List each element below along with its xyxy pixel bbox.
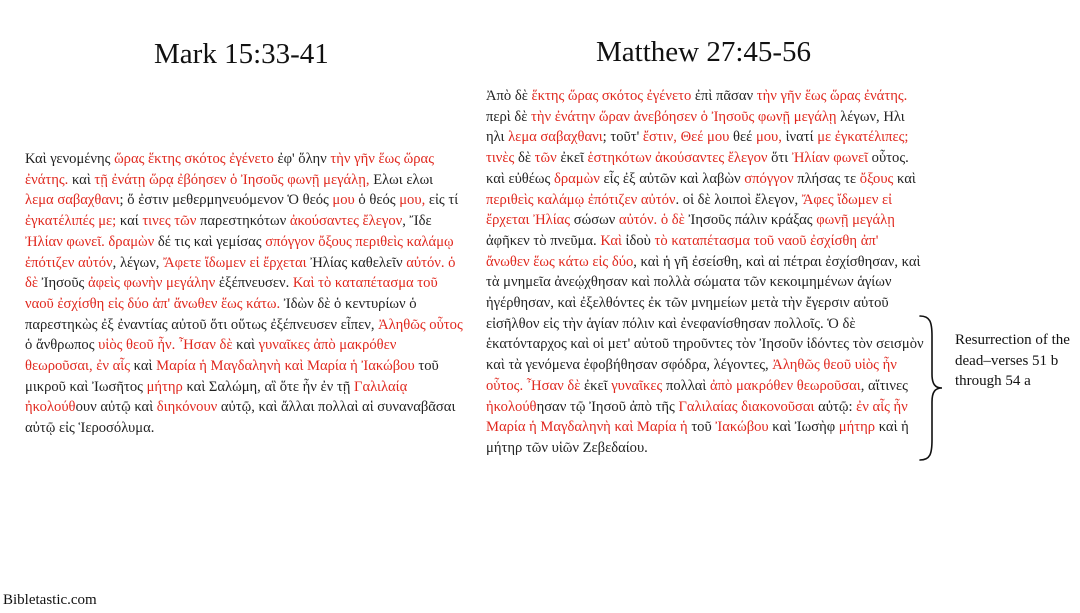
text-segment: ησαν τῷ Ἰησοῦ ἀπὸ τῆς [536, 398, 679, 415]
parallel-phrase: Ἰακώβου [715, 419, 769, 436]
curly-brace-icon [916, 314, 946, 462]
text-segment: περὶ δὲ [486, 108, 532, 125]
parallel-phrase: ἑστηκότων ἀκούσαντες ἔλεγον [587, 150, 768, 167]
text-segment: ἐπὶ πᾶσαν [691, 88, 757, 104]
text-segment: , καὶ ἡ γῆ ἐσείσθη, καὶ αἱ πέτραι ἐσχίσθησαν, καὶ τὰ μνημεῖα ἀνεῴχθησαν καὶ πολλὰ σώματα τῶν κεκοιμημένων ἁγίων ἠγέρθησαν, καὶ ἐξελθόντες ἐκ τῶν μνημείων μετὰ τὴν ἔγερσιν αὐτοῦ εἰσῆλθον εἰς τὴν ἁγίαν πόλιν καὶ ἐνεφανίσθησαν πολλοῖς. Ὁ δὲ ἑκατόνταρχος καὶ οἱ μετ' αὐτοῦ τηροῦντες τὸν Ἰησοῦν ἰδόντες τὸν σεισμὸν καὶ τὰ γενόμενα ἐφοβήθησαν σφόδρα, λέγοντες, [486, 253, 924, 374]
parallel-phrase: τὸ καταπέτασμα τοῦ ναοῦ ἐσχίσθη ἀπ' ἄνωθεν ἕως κάτω εἰς δύο [486, 232, 879, 270]
text-segment: δέ τις καὶ γεμίσας [154, 233, 266, 250]
parallel-phrase: μου [332, 192, 355, 209]
text-segment: ἐκεῖ [556, 150, 588, 167]
text-segment: τοῦ μικροῦ καὶ Ἰωσῆτος [25, 358, 439, 395]
parallel-phrase: δραμὼν [553, 170, 600, 187]
parallel-phrase: Θεέ μου [680, 129, 730, 146]
parallel-phrase: διηκόνουν [156, 399, 218, 416]
parallel-phrase: ἠκολούθ [486, 398, 537, 415]
parallel-phrase: ἕκτης ὥρας σκότος ἐγένετο [531, 88, 692, 104]
parallel-phrase: ἀφεὶς φωνὴν μεγάλην [87, 275, 216, 292]
text-segment: αὐτῷ, καὶ ἄλλαι πολλαὶ αἱ συναναβᾶσαι αὐτῷ εἰς Ἱεροσόλυμα. [25, 399, 456, 437]
parallel-phrase: φωνῇ μεγάλῃ [816, 212, 895, 229]
text-segment: καί [116, 213, 143, 230]
text-segment: Ἰδὼν δὲ ὁ κεντυρίων ὁ παρεστηκὼς ἐξ ἐναντίας αὐτοῦ ὅτι οὕτως ἐξέπνευσεν εἶπεν, [25, 295, 417, 333]
parallel-phrase: υἱὸς θεοῦ ἦν. Ἦσαν δὲ [98, 337, 233, 354]
text-segment: σώσων [570, 212, 619, 229]
text-segment: παρεστηκότων [196, 213, 290, 230]
parallel-phrase: τὴν γῆν ἕως ὥρας ἐνάτης. [25, 151, 434, 188]
text-segment: καὶ [68, 171, 95, 188]
parallel-phrase: σπόγγον ὄξους περιθεὶς καλάμῳ ἐπότιζεν αὐτόν [25, 233, 454, 271]
text-segment: ἐξέπνευσεν. [215, 275, 293, 292]
parallel-phrase: Ἠλίαν φωνεῖ [791, 150, 868, 167]
text-segment: ὁ ἄνθρωπος [25, 337, 99, 354]
parallel-phrase: Μαρία ἡ Μαγδαληνὴ καὶ Μαρία ἡ Ἰακώβου [156, 358, 415, 375]
parallel-phrase: μήτηρ [838, 419, 876, 436]
text-segment: αὐτῷ: [814, 398, 857, 415]
text-segment: τοῦ [687, 419, 716, 436]
parallel-phrase: γυναῖκες ἀπὸ μακρόθεν θεωροῦσαι, ἐν αἷς [25, 337, 397, 375]
text-segment: λέγων, Ηλι ηλι [486, 108, 905, 146]
text-segment: ὁ θεός [354, 192, 400, 209]
parallel-phrase: Γαλιλαίας διακονοῦσαι [678, 398, 815, 415]
text-segment: ἱνατί [781, 129, 818, 146]
parallel-phrase: σπόγγον [744, 170, 794, 187]
parallel-phrase: τῶν [534, 150, 557, 167]
parallel-phrase: λεμα σαβαχθανι [25, 192, 120, 209]
parallel-phrase: αὐτόν. ὁ δὲ [25, 254, 456, 292]
parallel-phrase: Ἀληθῶς θεοῦ υἱὸς ἦν οὗτος. Ἦσαν δὲ [486, 357, 897, 394]
parallel-phrase: Καὶ τὸ καταπέτασμα τοῦ ναοῦ ἐσχίσθη εἰς δύο ἀπ' ἄνωθεν ἕως κάτω. [25, 275, 438, 312]
text-segment: Ἠλίας καθελεῖν [306, 254, 407, 271]
text-segment: ἐφ' ὅλην [273, 151, 331, 167]
text-segment: εἷς ἐξ αὐτῶν καὶ λαβὼν [599, 170, 745, 187]
parallel-phrase: αὐτόν. ὁ δὲ [618, 212, 685, 229]
parallel-phrase: ἐν αἷς ἦν Μαρία ἡ Μαγδαληνὴ καὶ Μαρία ἡ [486, 398, 908, 436]
text-segment: εἰς τί [425, 192, 459, 209]
parallel-phrase: Ἄφες ἴδωμεν εἰ ἔρχεται Ἠλίας [486, 191, 893, 229]
text-segment: καὶ Ἰωσὴφ [768, 419, 839, 436]
parallel-phrase: τὴν ἐνάτην ὥραν ἀνεβόησεν ὁ Ἰησοῦς φωνῇ μεγάλῃ [531, 108, 837, 125]
text-segment: Ἰησοῦς [38, 275, 88, 292]
text-segment: καὶ [232, 337, 259, 354]
text-segment: καὶ [893, 170, 916, 187]
text-segment: πολλαὶ [662, 377, 710, 394]
parallel-phrase: μου, [399, 192, 426, 209]
parallel-phrase: ἀπὸ μακρόθεν θεωροῦσαι [710, 377, 861, 394]
mark-title: Mark 15:33-41 [154, 38, 329, 70]
parallel-phrase: ἔστιν, [642, 129, 677, 146]
text-segment: ἰδοὺ [621, 232, 655, 249]
parallel-phrase: ἀκούσαντες ἔλεγον [289, 213, 403, 230]
text-segment: ; τοῦτ' [602, 129, 643, 146]
text-segment: , αἵτινες [860, 377, 908, 394]
parallel-phrase: με ἐγκατέλιπες; τινὲς [486, 129, 909, 167]
text-segment: πλήσας τε [793, 170, 860, 187]
parallel-phrase: Καὶ [600, 232, 622, 249]
parallel-phrase: Ἠλίαν φωνεῖ. δραμὼν [25, 233, 155, 250]
text-segment: Ελωι ελωι [369, 171, 434, 188]
text-segment: καὶ ἡ μήτηρ τῶν υἱῶν Ζεβεδαίου. [486, 419, 909, 456]
parallel-phrase: τὴν γῆν ἕως ὥρας ἐνάτης. [756, 88, 908, 104]
matthew-passage [486, 86, 924, 459]
text-segment: καὶ Σαλώμη, αἳ ὅτε ἦν ἐν τῇ [182, 378, 355, 395]
parallel-phrase: περιθεὶς καλάμῳ ἐπότιζεν αὐτόν [486, 191, 676, 208]
text-segment: , λέγων, [112, 254, 164, 271]
resurrection-note: Resurrection of the dead–verses 51 b through 54 a [955, 332, 1070, 389]
matthew-title: Matthew 27:45-56 [596, 36, 812, 68]
text-segment: ; ὅ ἐστιν μεθερμηνευόμενον Ὁ θεός [119, 192, 333, 209]
text-segment: οὗτος. καὶ εὐθέως [486, 150, 909, 187]
parallel-phrase: λεμα σαβαχθανι [508, 129, 603, 146]
text-segment: ἀφῆκεν τὸ πνεῦμα. [486, 232, 601, 249]
text-segment: καὶ [130, 358, 157, 375]
parallel-phrase: Γαλιλαίᾳ ἠκολούθ [25, 378, 408, 416]
parallel-phrase: μήτηρ [146, 378, 183, 395]
text-segment: δὲ [514, 150, 535, 167]
text-segment: Ἀπὸ δὲ [486, 88, 532, 104]
text-segment: ἐκεῖ [580, 377, 612, 394]
text-segment: , Ἴδε [402, 213, 432, 230]
parallel-phrase: τῇ ἐνάτῃ ὥρᾳ ἐβόησεν ὁ Ἰησοῦς φωνῇ μεγάλῃ, [94, 171, 370, 188]
text-segment: Ἰησοῦς πάλιν κράξας [684, 212, 817, 229]
text-segment: ουν αὐτῷ καὶ [75, 399, 157, 416]
text-segment: . οἱ δὲ λοιποὶ ἔλεγον, [675, 191, 802, 208]
parallel-phrase: γυναῖκες [611, 377, 663, 394]
text-segment: θεέ [729, 129, 756, 146]
parallel-phrase: Ἄφετε ἴδωμεν εἰ ἔρχεται [163, 254, 307, 271]
text-segment: ὅτι [767, 150, 792, 167]
site-footer: Bibletastic.com [3, 592, 97, 608]
parallel-phrase: ὄξους [859, 170, 894, 187]
parallel-phrase: μου, [755, 129, 782, 146]
parallel-phrase: ὥρας ἕκτης σκότος ἐγένετο [114, 151, 274, 167]
parallel-phrase: τινες τῶν [142, 213, 197, 230]
parallel-phrase: ἐγκατέλιπές με; [25, 213, 117, 230]
text-segment: Καὶ γενομένης [25, 151, 115, 167]
mark-passage [25, 149, 465, 439]
parallel-phrase: Ἀληθῶς οὗτος [378, 316, 463, 333]
